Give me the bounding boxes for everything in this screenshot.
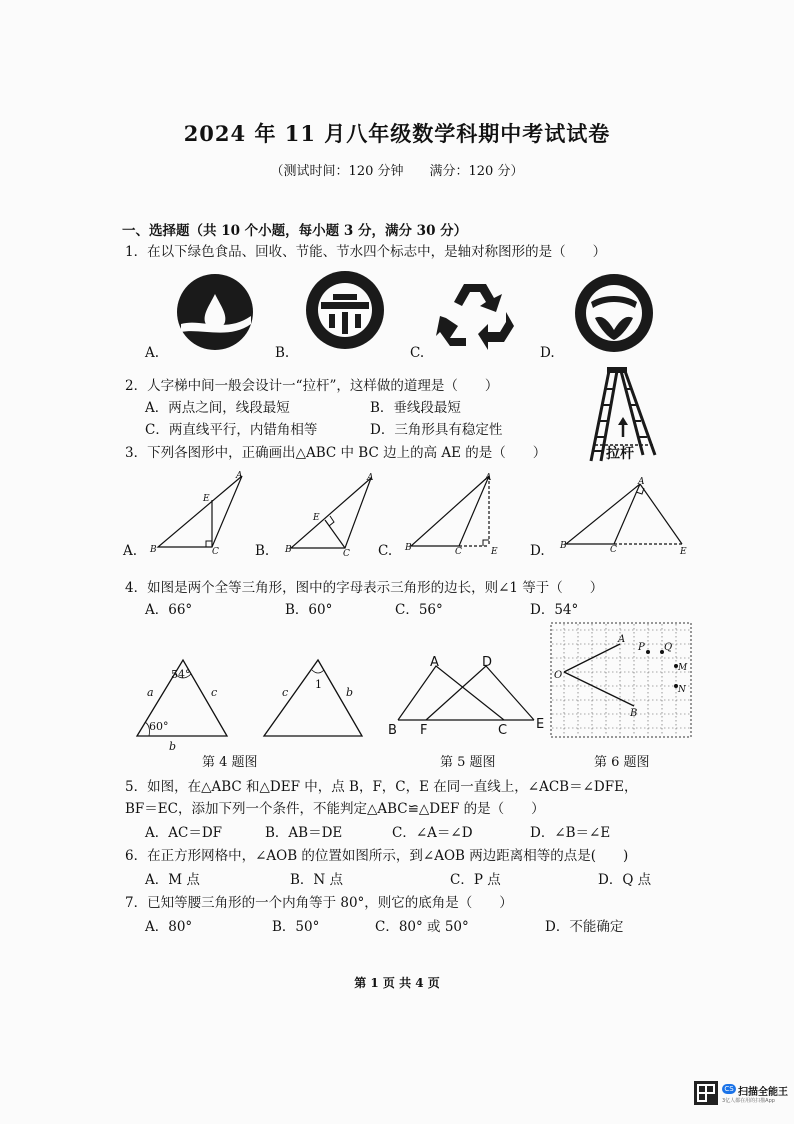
q5-option-c[interactable]: C．∠A＝∠D: [392, 825, 473, 841]
svg-text:E: E: [203, 494, 210, 504]
fig6-grid: [550, 622, 692, 738]
svg-text:B: B: [405, 543, 412, 553]
q3-text: 3．下列各图形中，正确画出△ABC 中 BC 边上的高 AE 的是（ ）: [125, 445, 547, 461]
fig4-side-b: b: [169, 740, 177, 753]
fig6-caption: 第 6 题图: [594, 755, 650, 770]
q6-text: 6．在正方形网格中，∠AOB 的位置如图所示，到∠AOB 两边距离相等的点是( ): [125, 848, 629, 864]
q3-option-a[interactable]: A.: [123, 543, 138, 559]
fig4-angle-1: 1: [315, 678, 322, 691]
q4-option-c[interactable]: C．56°: [395, 602, 443, 618]
watermark-subtext: 3亿人都在用的扫描App: [722, 1098, 775, 1104]
fig6-point-b: B: [630, 708, 638, 719]
q2-option-c[interactable]: C．两直线平行，内错角相等: [145, 422, 318, 438]
q4-option-a[interactable]: A．66°: [145, 602, 193, 618]
svg-text:C: C: [455, 547, 462, 557]
q2-option-a[interactable]: A．两点之间，线段最短: [145, 400, 290, 416]
svg-text:A: A: [485, 473, 492, 483]
fig5-figure: [386, 654, 546, 742]
exam-info: （测试时间：120 分钟 满分：120 分）: [270, 164, 524, 179]
fig6-point-o: O: [554, 670, 563, 681]
q1-option-a[interactable]: A.: [145, 345, 160, 361]
q4-option-d[interactable]: D．54°: [530, 602, 579, 618]
watermark-text: 扫描全能王: [738, 1087, 788, 1098]
q3-figure-a: [150, 470, 250, 555]
recycle-logo: [436, 276, 516, 354]
q3-figure-b: [285, 470, 385, 559]
fig4-triangle-left: [133, 654, 243, 753]
q1-option-c[interactable]: C.: [410, 345, 425, 361]
svg-text:E: E: [313, 513, 320, 523]
q7-option-a[interactable]: A．80°: [145, 919, 193, 935]
q3-figure-d: [560, 470, 690, 555]
q7-option-c[interactable]: C．80° 或 50°: [375, 919, 469, 935]
q3-option-d[interactable]: D.: [530, 543, 545, 559]
fig4-side-a: a: [147, 686, 154, 699]
svg-text:E: E: [680, 547, 687, 557]
q6-option-a[interactable]: A．M 点: [145, 872, 200, 888]
recycle-building-logo: [303, 268, 387, 352]
fig6-point-q: Q: [664, 642, 673, 653]
svg-text:B: B: [285, 545, 292, 555]
energy-saving-logo: [573, 272, 655, 354]
q6-option-c[interactable]: C．P 点: [450, 872, 501, 888]
q6-option-d[interactable]: D．Q 点: [598, 872, 652, 888]
svg-text:C: C: [343, 549, 350, 559]
fig6-point-n: N: [678, 685, 686, 695]
q7-option-d[interactable]: D．不能确定: [545, 919, 624, 935]
q4-option-b[interactable]: B．60°: [285, 602, 333, 618]
svg-text:A: A: [638, 477, 645, 487]
q2-text: 2．人字梯中间一般会设计一“拉杆”，这样做的道理是（ ）: [125, 378, 499, 394]
q7-text: 7．已知等腰三角形的一个内角等于 80°，则它的底角是（ ）: [125, 895, 513, 911]
page-title: 2024 年 11 月八年级数学科期中考试试卷: [183, 121, 611, 146]
page-number: 第 1 页 共 4 页: [354, 976, 440, 990]
section-heading: 一、选择题（共 10 个小题，每小题 3 分，满分 30 分）: [122, 223, 468, 239]
q3-figure-c: [405, 470, 515, 555]
q2-option-d[interactable]: D．三角形具有稳定性: [370, 422, 503, 438]
q5-text-line1: 5．如图，在△ABC 和△DEF 中，点 B，F，C，E 在同一直线上，∠ACB＝∠DFE，: [125, 779, 638, 795]
svg-text:A: A: [367, 473, 374, 483]
svg-text:C: C: [212, 547, 219, 557]
q6-option-b[interactable]: B．N 点: [290, 872, 344, 888]
fig4-angle-top: 54°: [171, 668, 191, 681]
camscanner-logo-icon: CS: [722, 1084, 736, 1094]
q4-text: 4．如图是两个全等三角形，图中的字母表示三角形的边长，则∠1 等于（ ）: [125, 580, 604, 596]
q1-option-d[interactable]: D.: [540, 345, 555, 361]
q5-option-d[interactable]: D．∠B＝∠E: [530, 825, 611, 841]
fig5-point-c: C: [498, 723, 508, 738]
q5-option-a[interactable]: A．AC＝DF: [145, 825, 223, 841]
fig4-angle-left: 60°: [149, 720, 169, 733]
fig5-point-f: F: [420, 723, 428, 738]
svg-text:B: B: [150, 545, 157, 555]
fig6-point-m: M: [678, 663, 688, 673]
svg-text:C: C: [610, 545, 617, 555]
q3-option-b[interactable]: B.: [255, 543, 270, 559]
fig4-triangle-right: [258, 654, 368, 750]
fig5-point-b: B: [388, 723, 397, 738]
svg-text:B: B: [560, 541, 567, 551]
fig4-side-c: c: [211, 686, 218, 699]
svg-text:A: A: [236, 471, 243, 481]
ladder-label: 拉杆: [606, 446, 634, 462]
green-food-logo: [175, 272, 255, 352]
q5-option-b[interactable]: B．AB＝DE: [265, 825, 343, 841]
fig4-caption: 第 4 题图: [202, 755, 258, 770]
qr-code-icon: [694, 1081, 718, 1105]
q3-option-c[interactable]: C.: [378, 543, 393, 559]
fig5-point-e: E: [536, 717, 545, 732]
fig6-point-p: P: [638, 642, 645, 653]
fig4-side-c2: c: [282, 686, 289, 699]
q2-option-b[interactable]: B．垂线段最短: [370, 400, 461, 416]
fig5-caption: 第 5 题图: [440, 755, 496, 770]
fig5-point-a: A: [430, 655, 439, 670]
fig6-point-a: A: [618, 634, 626, 645]
fig5-point-d: D: [482, 655, 493, 670]
svg-text:E: E: [491, 547, 498, 557]
q5-text-line2: BF＝EC，添加下列一个条件，不能判定△ABC≌△DEF 的是（ ）: [125, 801, 545, 817]
q1-option-b[interactable]: B.: [275, 345, 290, 361]
fig4-side-b2: b: [346, 686, 354, 699]
q7-option-b[interactable]: B．50°: [272, 919, 320, 935]
q1-text: 1．在以下绿色食品、回收、节能、节水四个标志中，是轴对称图形的是（ ）: [125, 244, 607, 260]
